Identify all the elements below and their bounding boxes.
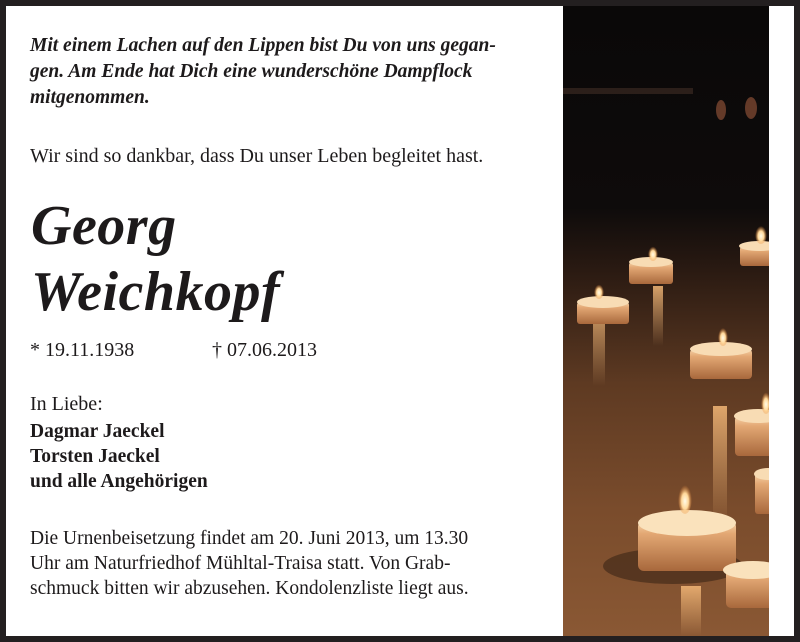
mourners-list (30, 419, 208, 494)
quote-line: Mit einem Lachen auf den Lippen bist Du von uns gegan- (30, 35, 496, 56)
candles-photo (563, 6, 769, 636)
obituary-card (6, 6, 794, 636)
quote-line: mitgenommen. (30, 87, 150, 108)
death-date: † 07.06.2013 (212, 339, 317, 361)
life-dates (30, 337, 317, 363)
thanks-line: Wir sind so dankbar, dass Du unser Leben begleitet hast. (30, 145, 484, 167)
candle-image-icon (563, 6, 769, 636)
mourner: Torsten Jaeckel (30, 446, 160, 467)
birth-date: * 19.11.1938 (30, 339, 135, 361)
mourner: Dagmar Jaeckel (30, 421, 165, 442)
notice-line: schmuck bitten wir abzusehen. Kondolenzliste liegt aus. (30, 578, 469, 599)
notice-line: Die Urnenbeisetzung findet am 20. Juni 2013, um 13.30 (30, 528, 469, 549)
deceased-last-name: Weichkopf (31, 261, 281, 323)
in-love-label: In Liebe: (30, 393, 103, 415)
memorial-quote (30, 33, 560, 111)
quote-line: gen. Am Ende hat Dich eine wunderschöne Dampflock (30, 61, 473, 82)
notice-line: Uhr am Naturfriedhof Mühltal-Traisa statt. Von Grab- (30, 553, 451, 574)
mourner: und alle Angehörigen (30, 471, 208, 492)
funeral-notice (30, 526, 570, 601)
deceased-first-name: Georg (31, 195, 177, 257)
